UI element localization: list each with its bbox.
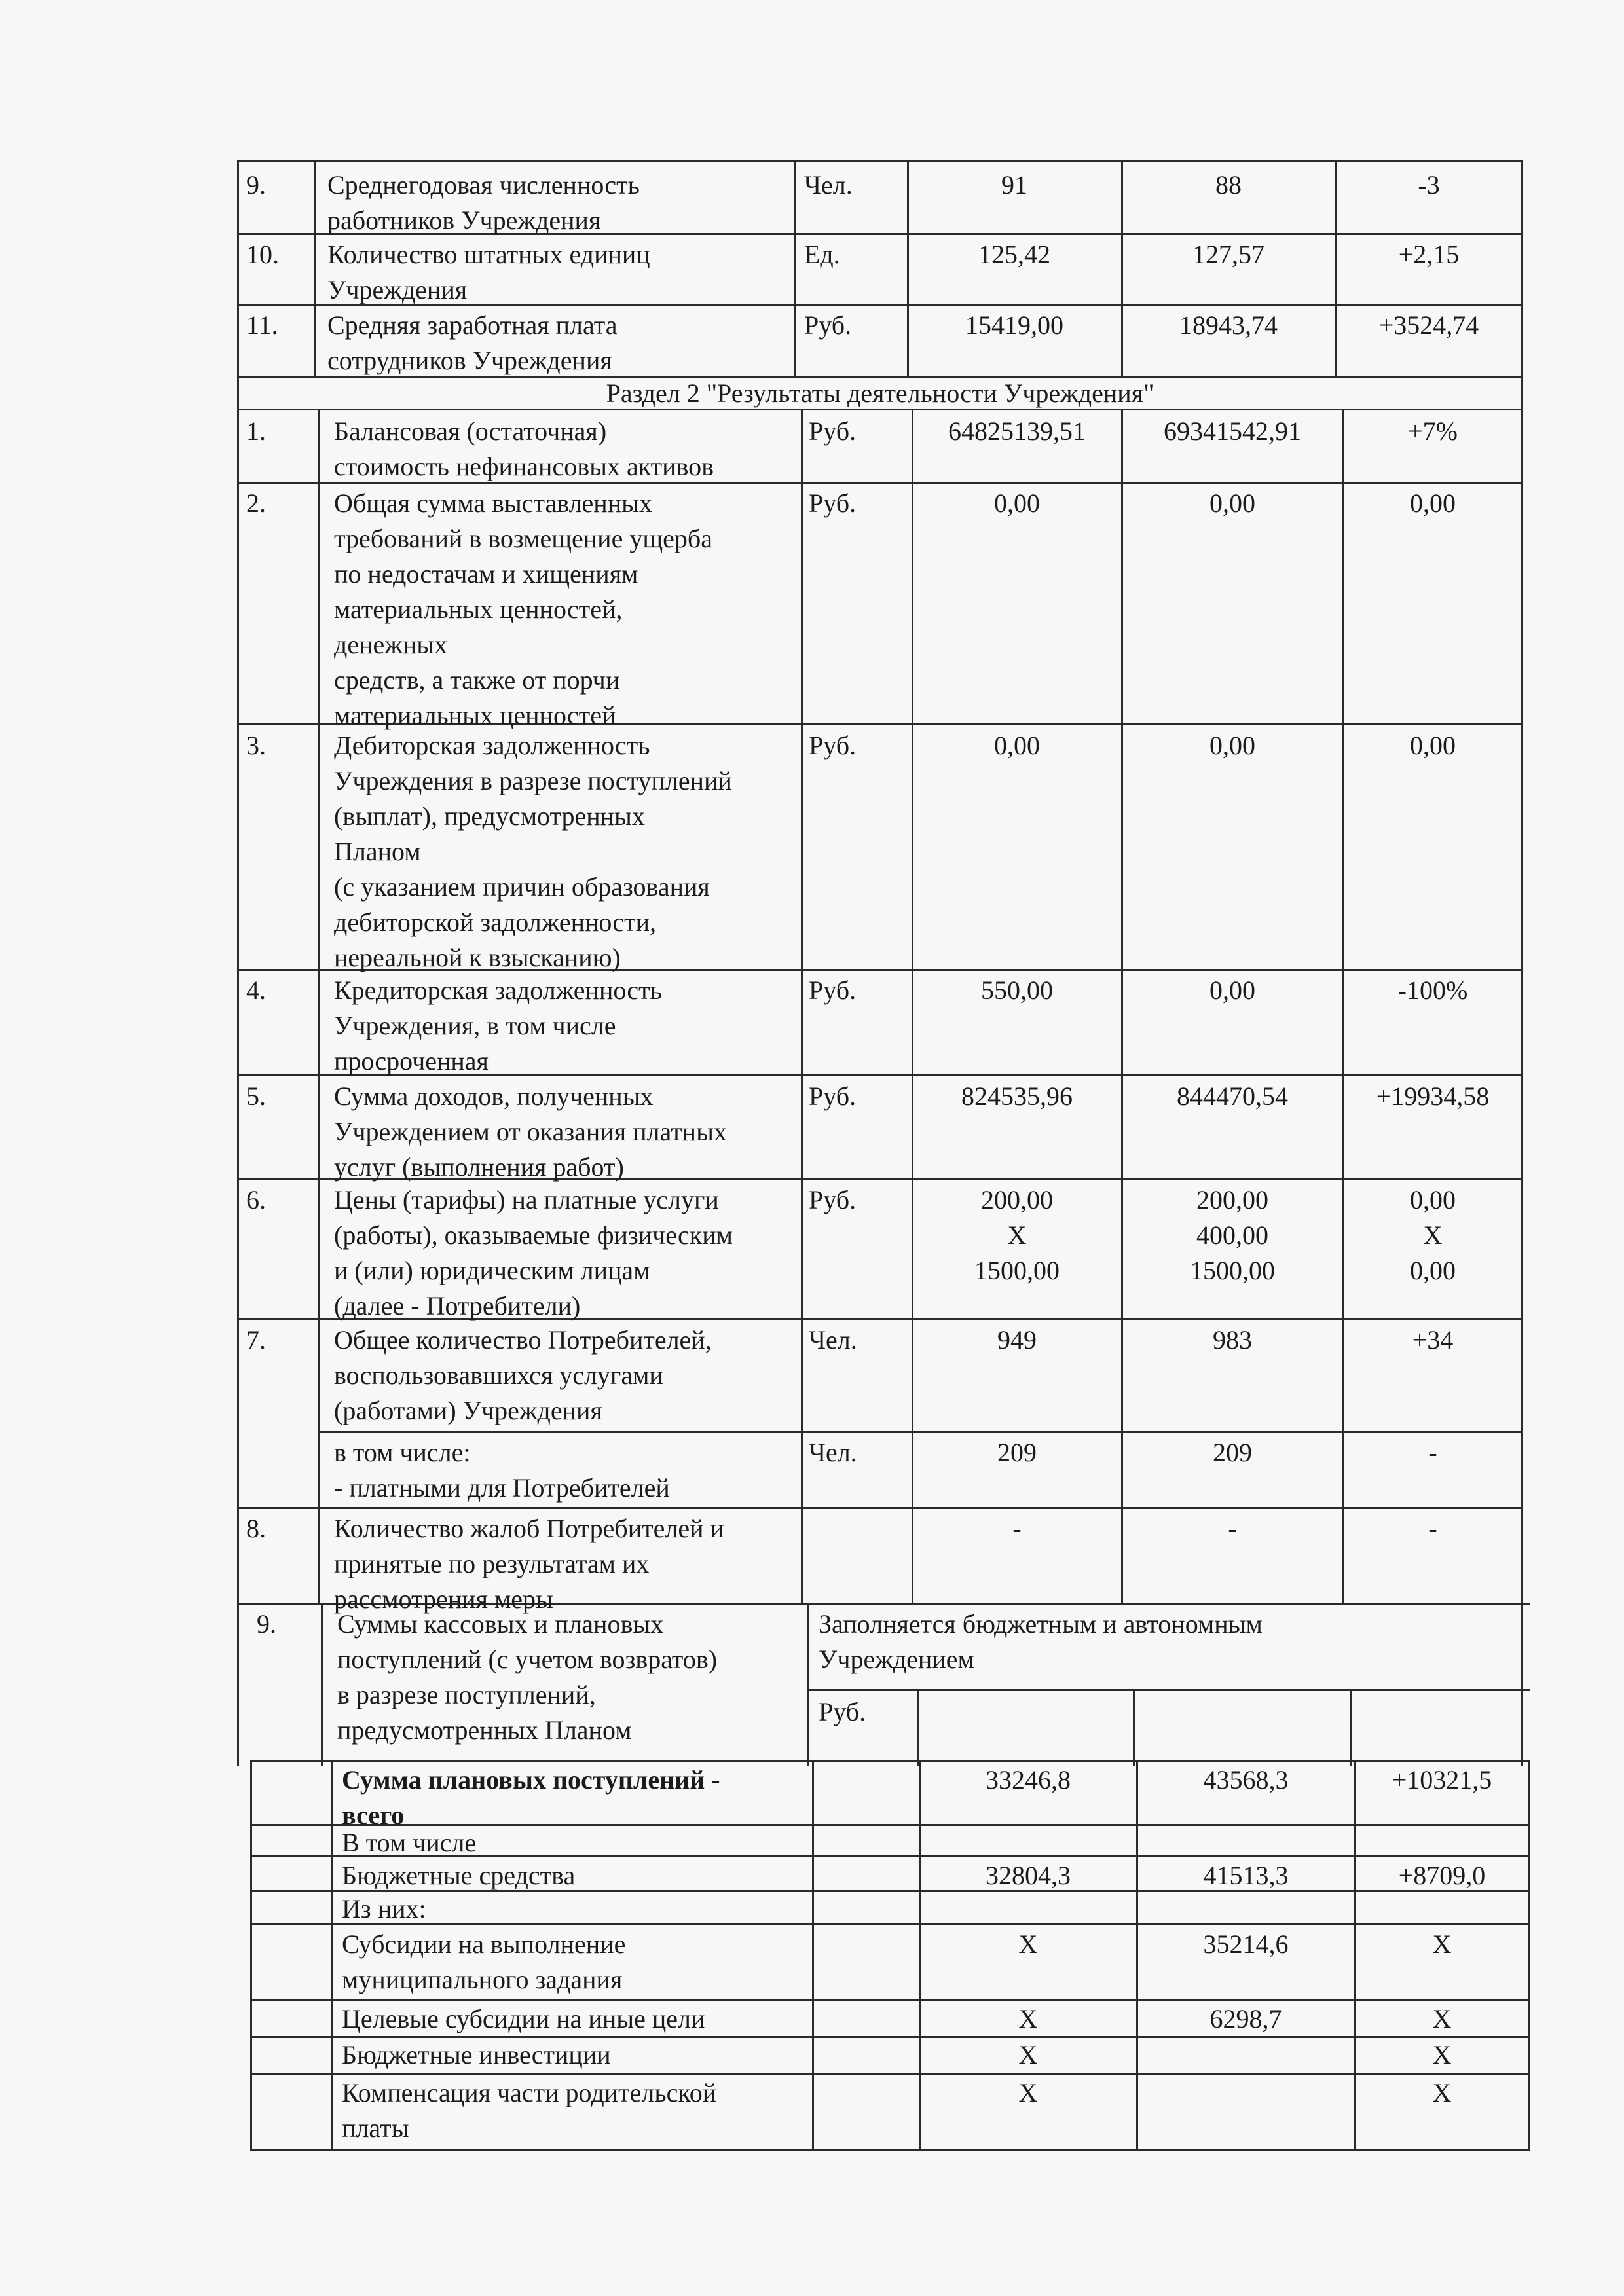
row-curr-value: 200,00 400,00 1500,00 <box>1190 1185 1275 1285</box>
row-diff-value: +3524,74 <box>1378 310 1479 340</box>
row-prev-value: 209 <box>997 1438 1037 1467</box>
row-number: 6. <box>246 1185 266 1214</box>
row-prev-value: 0,00 <box>994 731 1040 760</box>
row-curr-value: 844470,54 <box>1177 1082 1288 1111</box>
row-label: В том числе <box>342 1828 477 1857</box>
row-prev-value: 0,00 <box>994 488 1040 518</box>
row-label: Целевые субсидии на иные цели <box>342 2004 705 2033</box>
row-curr-value: 209 <box>1213 1438 1252 1467</box>
row-number: 2. <box>246 488 266 518</box>
row-label: Кредиторская задолженность Учреждения, в том числе просроченная <box>334 975 662 1076</box>
row-label: Бюджетные средства <box>342 1861 576 1890</box>
row-prev-value: X <box>1018 1929 1038 1959</box>
row-number: 1. <box>246 416 266 446</box>
row-label: Из них: <box>342 1894 426 1923</box>
row-prev-value: 91 <box>1001 170 1027 200</box>
row-prev-value: X <box>1018 2004 1038 2033</box>
row-number: 5. <box>246 1082 266 1111</box>
row-unit: Руб. <box>809 731 857 760</box>
row-label: Количество штатных единиц Учреждения <box>327 240 650 304</box>
row-prev-value: 550,00 <box>981 975 1053 1005</box>
row-number: 9. <box>257 1609 276 1639</box>
col-sep-num-a <box>314 160 316 378</box>
table-border-left-lower <box>250 1760 252 2151</box>
row-unit: Руб. <box>809 1185 857 1214</box>
row-curr-value: 35214,6 <box>1203 1929 1289 1959</box>
row-diff-value: X <box>1432 2004 1452 2033</box>
row-diff-value: X <box>1432 1929 1452 1959</box>
row-diff-value: +8709,0 <box>1398 1861 1486 1890</box>
row-prev-value: 125,42 <box>978 240 1050 269</box>
row-label: Общая сумма выставленных требований в возмещение ущерба по недостачам и хищениям материальных ценностей, денежных средств, а также от порчи материальных ценностей <box>334 488 712 730</box>
row-label: Сумма доходов, полученных Учреждением от оказания платных услуг (выполнения работ) <box>334 1082 727 1182</box>
table-border-right-lower <box>1528 1760 1530 2151</box>
row-number: 8. <box>246 1514 266 1543</box>
row-line-subsid <box>250 1923 1530 1925</box>
table-border-right-upper <box>1521 160 1523 1766</box>
row-curr-value: 18943,74 <box>1179 310 1278 340</box>
row-unit: Руб. <box>809 1082 857 1111</box>
row-label: Суммы кассовых и плановых поступлений (с учетом возвратов) в разрезе поступлений, предусмотренных Планом <box>337 1609 718 1745</box>
col-sep-num-c <box>321 1603 323 1766</box>
row-number: 7. <box>246 1325 266 1355</box>
row-curr-value: 0,00 <box>1209 488 1255 518</box>
row-unit: Чел. <box>809 1325 857 1355</box>
row-diff-value: +7% <box>1408 416 1458 446</box>
row-label: Общее количество Потребителей, воспользовавшихся услугами (работами) Учреждения <box>334 1325 712 1425</box>
row-line-9-unit <box>807 1689 1530 1691</box>
row-label: Дебиторская задолженность Учреждения в разрезе поступлений (выплат), предусмотренных Планом (с указанием причин образования дебиторской задолженности, нереальной к взысканию) <box>334 731 732 972</box>
row-label: Сумма плановых поступлений - всего <box>342 1765 720 1830</box>
row-label: Компенсация части родительской платы <box>342 2078 717 2143</box>
row-prev-value: 64825139,51 <box>948 416 1086 446</box>
row-line-7b <box>318 1431 1523 1433</box>
row-curr-value: 43568,3 <box>1203 1765 1289 1795</box>
row-curr-value: 983 <box>1213 1325 1252 1355</box>
row-curr-value: 0,00 <box>1209 975 1255 1005</box>
row-unit: Чел. <box>804 170 853 200</box>
row-diff-value: X <box>1432 2040 1452 2069</box>
row-line-top <box>237 160 1523 162</box>
row-number: 9. <box>246 170 266 200</box>
row-diff-value: 0,00 X 0,00 <box>1410 1185 1456 1285</box>
col-sep-num-d <box>331 1760 333 2151</box>
row-line-target <box>250 1999 1530 2001</box>
row-unit: Ед. <box>804 240 840 269</box>
row-curr-value: 127,57 <box>1192 240 1264 269</box>
row-diff-value: - <box>1428 1438 1437 1467</box>
col-sep-label-b <box>801 409 803 1604</box>
row-curr-value: 6298,7 <box>1209 2004 1282 2033</box>
row-curr-value: 88 <box>1215 170 1242 200</box>
col-sep-label-c <box>807 1603 809 1766</box>
row-prev-value: 15419,00 <box>965 310 1063 340</box>
row-number: 11. <box>246 310 278 340</box>
row-number: 10. <box>246 240 279 269</box>
section-title: Раздел 2 "Результаты деятельности Учреждения" <box>606 378 1154 408</box>
row-unit: Руб. <box>804 310 852 340</box>
row-diff-value: -3 <box>1418 170 1440 200</box>
row-unit: Руб. <box>809 975 857 1005</box>
row-diff-value: 0,00 <box>1410 488 1456 518</box>
row-diff-value: +10321,5 <box>1392 1765 1492 1795</box>
row-line-total <box>250 1760 1530 1762</box>
row-prev-value: 949 <box>997 1325 1037 1355</box>
col-sep-num-b <box>318 409 320 1604</box>
row-curr-value: 0,00 <box>1209 731 1255 760</box>
row-curr-value: 69341542,91 <box>1164 416 1301 446</box>
row-prev-value: 824535,96 <box>961 1082 1073 1111</box>
row-number: 4. <box>246 975 266 1005</box>
row-curr-value: - <box>1228 1514 1237 1543</box>
row-diff-value: +19934,58 <box>1376 1082 1490 1111</box>
col-sep-prev-c <box>917 1689 919 1766</box>
row-line-comp <box>250 2073 1530 2075</box>
col-sep-label-a <box>794 160 796 378</box>
row-prev-value: - <box>1012 1514 1022 1543</box>
col-sep-curr-c <box>1133 1689 1135 1766</box>
row-label: Количество жалоб Потребителей и принятые по результатам их рассмотрения меры <box>334 1514 724 1614</box>
row-diff-value: -100% <box>1397 975 1468 1005</box>
row-label: в том числе: - платными для Потребителей <box>334 1438 670 1503</box>
row-prev-value: 32804,3 <box>986 1861 1071 1890</box>
row-line-bottom <box>250 2149 1530 2151</box>
row-diff-value: X <box>1432 2078 1452 2107</box>
row-label: Средняя заработная плата сотрудников Учреждения <box>327 310 618 375</box>
row-curr-value: 41513,3 <box>1203 1861 1289 1890</box>
col-sep-label-d <box>812 1760 814 2151</box>
row-note: Заполняется бюджетным и автономным Учреждением <box>819 1609 1263 1674</box>
row-prev-value: 33246,8 <box>986 1765 1071 1795</box>
row-prev-value: X <box>1018 2040 1038 2069</box>
col-sep-diff-c <box>1350 1689 1352 1766</box>
row-prev-value: 200,00 X 1500,00 <box>974 1185 1060 1285</box>
row-label: Цены (тарифы) на платные услуги (работы), оказываемые физическим и (или) юридическим лицам (далее - Потребители) <box>334 1185 733 1321</box>
row-label: Субсидии на выполнение муниципального задания <box>342 1929 626 1994</box>
row-label: Балансовая (остаточная) стоимость нефинансовых активов <box>334 416 714 481</box>
row-diff-value: - <box>1428 1514 1437 1543</box>
row-unit: Руб. <box>809 488 857 518</box>
row-unit: Руб. <box>819 1697 866 1726</box>
row-label: Среднегодовая численность работников Учреждения <box>327 170 640 235</box>
row-prev-value: X <box>1018 2078 1038 2107</box>
row-unit: Чел. <box>809 1438 857 1467</box>
row-label: Бюджетные инвестиции <box>342 2040 611 2069</box>
row-diff-value: +2,15 <box>1398 240 1460 269</box>
row-diff-value: 0,00 <box>1410 731 1456 760</box>
row-unit: Руб. <box>809 416 857 446</box>
row-line-8 <box>237 1507 1523 1509</box>
row-number: 3. <box>246 731 266 760</box>
row-diff-value: +34 <box>1412 1325 1454 1355</box>
